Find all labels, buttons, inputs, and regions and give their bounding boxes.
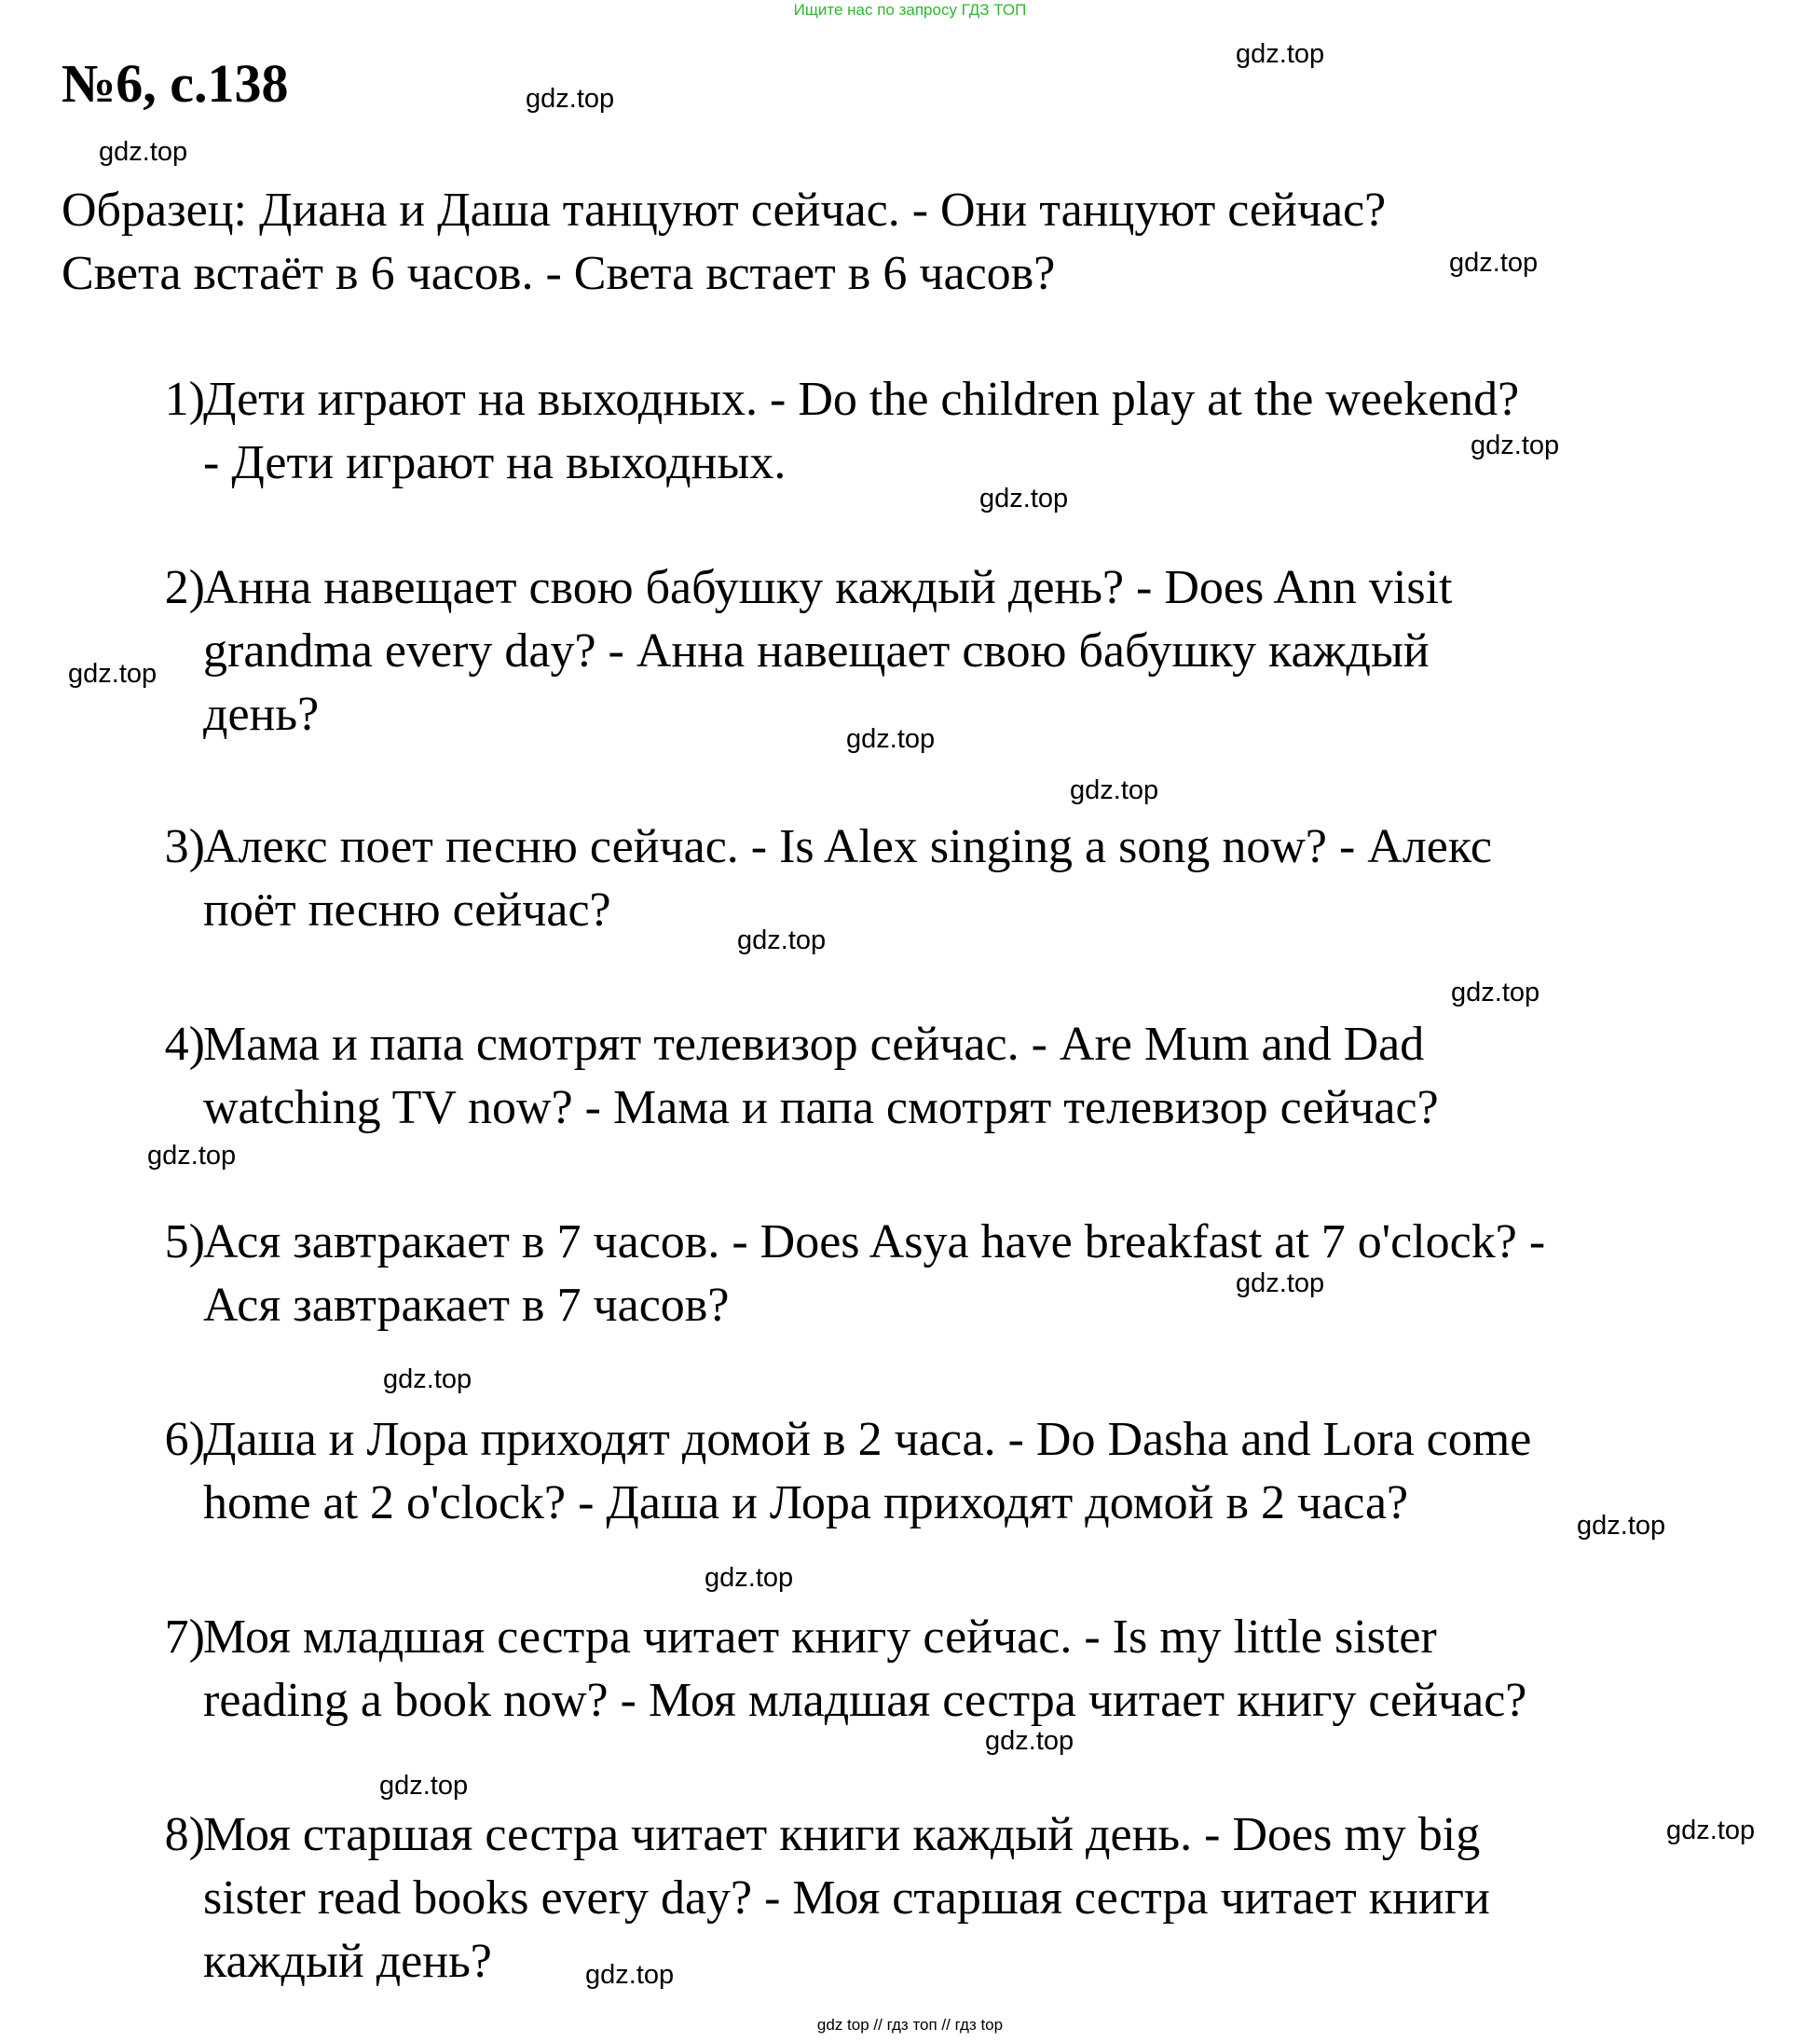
- item-number: 7): [164, 1610, 205, 1664]
- exercise-item-7: [130, 1606, 1733, 1733]
- watermark: gdz.top: [1666, 1816, 1756, 1845]
- watermark: gdz.top: [379, 1771, 469, 1801]
- watermark: gdz.top: [99, 137, 188, 167]
- item-number: 1): [164, 373, 205, 426]
- item-text: Ася завтракает в 7 часов. - Does Asya have breakfast at 7 o'clock? - Ася завтракает в 7 часов?: [203, 1215, 1546, 1332]
- page-title: №6, с.138: [62, 53, 289, 114]
- sample-block: [62, 179, 1739, 306]
- top-banner: Ищите нас по запросу ГДЗ ТОП: [793, 1, 1027, 19]
- exercise-item-5: [130, 1211, 1733, 1337]
- exercise-item-8: [130, 1803, 1733, 1994]
- watermark: gdz.top: [383, 1364, 472, 1394]
- exercise-item-3: [130, 815, 1733, 942]
- watermark: gdz.top: [1236, 39, 1325, 69]
- watermark: gdz.top: [585, 1960, 675, 1990]
- item-text: Моя старшая сестра читает книги каждый день. - Does my big sister read books every day? - Моя старшая сестра читает книги каждый день?: [203, 1808, 1490, 1988]
- item-text: Алекс поет песню сейчас. - Is Alex singing a song now? - Алекс поёт песню сейчас?: [203, 820, 1492, 937]
- watermark: gdz.top: [1471, 431, 1560, 460]
- watermark: gdz.top: [1236, 1268, 1325, 1298]
- watermark: gdz.top: [147, 1141, 237, 1171]
- watermark: gdz.top: [1449, 248, 1539, 278]
- watermark: gdz.top: [737, 925, 827, 955]
- item-number: 2): [164, 561, 205, 614]
- watermark: gdz.top: [68, 659, 157, 689]
- item-text: Мама и папа смотрят телевизор сейчас. - Are Mum and Dad watching TV now? - Мама и папа смотрят телевизор сейчас?: [203, 1018, 1439, 1134]
- watermark: gdz.top: [985, 1726, 1074, 1756]
- watermark: gdz.top: [526, 84, 615, 114]
- item-number: 6): [164, 1413, 205, 1466]
- item-text: Анна навещает свою бабушку каждый день? - Does Ann visit grandma every day? - Анна навещает свою бабушку каждый день?: [203, 561, 1453, 741]
- item-number: 4): [164, 1018, 205, 1071]
- sample-line-1: Образец: Диана и Даша танцуют сейчас. - Они танцуют сейчас?: [62, 184, 1387, 237]
- item-text: Дети играют на выходных. - Do the children play at the weekend? - Дети играют на выходных.: [203, 373, 1520, 489]
- watermark: gdz.top: [705, 1563, 794, 1593]
- item-number: 5): [164, 1215, 205, 1268]
- exercise-item-4: [130, 1013, 1733, 1140]
- sample-line-2: Света встаёт в 6 часов. - Света встает в 6 часов?: [62, 247, 1056, 300]
- watermark: gdz.top: [979, 484, 1069, 514]
- item-number: 3): [164, 820, 205, 873]
- watermark: gdz.top: [1577, 1511, 1666, 1541]
- footer-watermark: gdz top // гдз топ // гдз top: [816, 2016, 1004, 2034]
- item-text: Даша и Лора приходят домой в 2 часа. - Do Dasha and Lora come home at 2 o'clock? - Даша и Лора приходят домой в 2 часа?: [203, 1413, 1532, 1529]
- exercise-item-2: [130, 556, 1733, 747]
- watermark: gdz.top: [846, 724, 936, 754]
- exercise-item-6: [130, 1408, 1733, 1535]
- item-text: Моя младшая сестра читает книгу сейчас. - Is my little sister reading a book now? - Моя младшая сестра читает книгу сейчас?: [203, 1610, 1527, 1727]
- watermark: gdz.top: [1070, 775, 1159, 805]
- watermark: gdz.top: [1451, 978, 1540, 1007]
- item-number: 8): [164, 1808, 205, 1861]
